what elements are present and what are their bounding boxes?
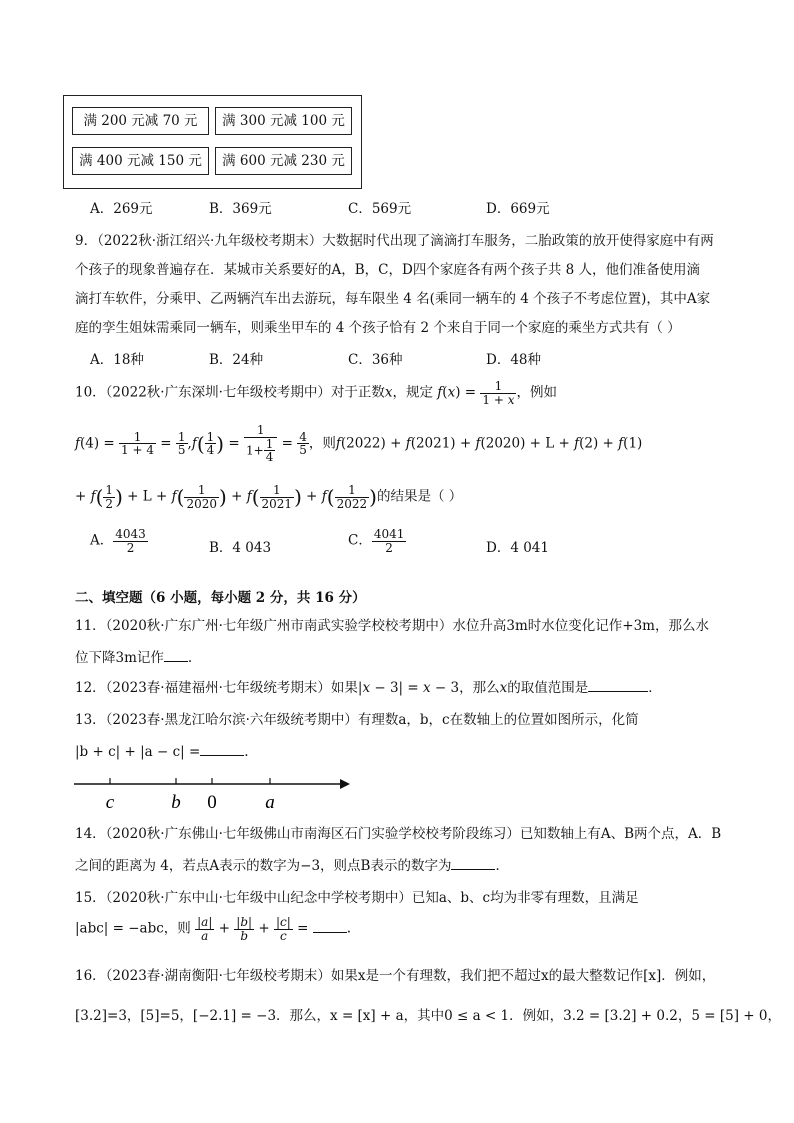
q9-option-c: C．36种 xyxy=(348,352,403,368)
q11-line-2: 位下降3m记作 . xyxy=(75,650,193,666)
q13-line-1: 13．（2023春·黑龙江哈尔滨·六年级统考期中）有理数a，b，c在数轴上的位置如图所示，化简 xyxy=(75,712,639,728)
q9-option-a: A．18种 xyxy=(90,352,144,368)
q10-option-c: C． $\frac{4041}{2}$ xyxy=(348,527,405,555)
section-2-heading: 二、填空题（6 小题，每小题 2 分，共 16 分） xyxy=(75,590,366,606)
q13-answer-blank[interactable] xyxy=(200,755,244,756)
q10-option-d: D．4 041 xyxy=(486,540,549,556)
coupon-300: 满 300 元减 100 元 xyxy=(215,107,352,135)
q8-option-c: C．569元 xyxy=(348,201,412,217)
q9-line-2: 个孩子的现象普遍存在．某城市关系要好的A，B，C，D四个家庭各有两个孩子共 8 人，他们准备使用滴 xyxy=(75,262,700,278)
q10-line-2: f(4) = $\frac{1}{1 + 4}$ = $\frac{1}{5}$ ,f( $\frac{1}{4}$ ) = 1 1+ $\frac{1}{4}$ = $\frac{4}{5}$ ，则f(2022) + f(2021) + f(2020) + L + f(2) + f(1) xyxy=(75,423,643,465)
q9-option-d: D．48种 xyxy=(486,352,542,368)
q15-line-2: |abc| = −abc，则 $\frac{|a|}{a}$ + $\frac{|b|}{b}$ + $\frac{|c|}{c}$ = . xyxy=(75,915,351,943)
number-line-figure xyxy=(72,770,352,816)
q14-line-2: 之间的距离为 4，若点A表示的数字为−3，则点B表示的数字为 ． xyxy=(75,858,509,874)
label-0: 0 xyxy=(207,792,217,813)
q16-line-2: [3.2]=3，[5]=5，[−2.1] = −3．那么，x = [x] + a，其中0 ≤ a < 1．例如，3.2 = [3.2] + 0.2，5 = [5] + 0， xyxy=(75,1008,781,1024)
q8-option-d: D．669元 xyxy=(486,201,550,217)
q9-option-b: B．24种 xyxy=(209,352,264,368)
label-c: c xyxy=(105,792,115,813)
q15-line-1: 15．（2020秋·广东中山·七年级中山纪念中学校考期中）已知a、b、c均为非零有理数，且满足 xyxy=(75,890,639,906)
label-b: b xyxy=(171,792,181,813)
q12-answer-blank[interactable] xyxy=(588,691,648,692)
q12-line: 12．（2023春·福建福州·七年级统考期末）如果|x − 3| = x − 3，那么x的取值范围是 ． xyxy=(75,680,662,696)
label-a: a xyxy=(265,792,275,813)
coupon-200: 满 200 元减 70 元 xyxy=(72,107,209,135)
coupon-600: 满 600 元减 230 元 xyxy=(215,147,352,175)
q10-line-1: 10．（2022秋·广东深圳·七年级校考期中）对于正数x，规定 f(x) = $\frac{1}{1 + x}$ ，例如 xyxy=(75,379,557,407)
number-line-arrow xyxy=(340,779,350,789)
q11-answer-blank[interactable] xyxy=(164,661,188,662)
q9-line-3: 滴打车软件，分乘甲、乙两辆汽车出去游玩，每车限坐 4 名(乘同一辆车的 4 个孩子不考虑位置)，其中A家 xyxy=(75,291,711,307)
q10-option-a: A． $\frac{4043}{2}$ xyxy=(90,527,146,555)
q14-answer-blank[interactable] xyxy=(451,869,495,870)
q10-line-3: + f( $\frac{1}{2}$ ) + L + f( $\frac{1}{2020}$ ) + f( $\frac{1}{2021}$ ) + f( $\frac{1}{2022}$ )的结果是（ ） xyxy=(75,483,463,511)
q15-answer-blank[interactable] xyxy=(313,932,347,933)
q10-option-b: B．4 043 xyxy=(209,540,272,556)
q14-line-1: 14．（2020秋·广东佛山·七年级佛山市南海区石门实验学校校考阶段练习）已知数轴上有A、B两个点，A．B xyxy=(75,826,722,842)
q8-option-b: B．369元 xyxy=(209,201,272,217)
q8-option-a: A．269元 xyxy=(90,201,153,217)
q11-line-1: 11．（2020秋·广东广州·七年级广州市南武实验学校校考期中）水位升高3m时水位变化记作+3m，那么水 xyxy=(75,618,709,634)
coupon-400: 满 400 元减 150 元 xyxy=(72,147,209,175)
q9-line-4: 庭的孪生姐妹需乘同一辆车，则乘坐甲车的 4 个孩子恰有 2 个来自于同一个家庭的乘坐方式共有（ ） xyxy=(75,320,681,336)
q9-line-1: 9．（2022秋·浙江绍兴·九年级校考期末）大数据时代出现了滴滴打车服务，二胎政策的放开使得家庭中有两 xyxy=(75,233,714,249)
q16-line-1: 16．（2023春·湖南衡阳·七年级校考期末）如果x是一个有理数，我们把不超过x的最大整数记作[x]．例如， xyxy=(75,968,716,984)
q10-def-fraction: $\frac{1}{1 + x}$ xyxy=(482,379,515,407)
q13-line-2: |b + c| + |a − c| = . xyxy=(75,744,249,760)
